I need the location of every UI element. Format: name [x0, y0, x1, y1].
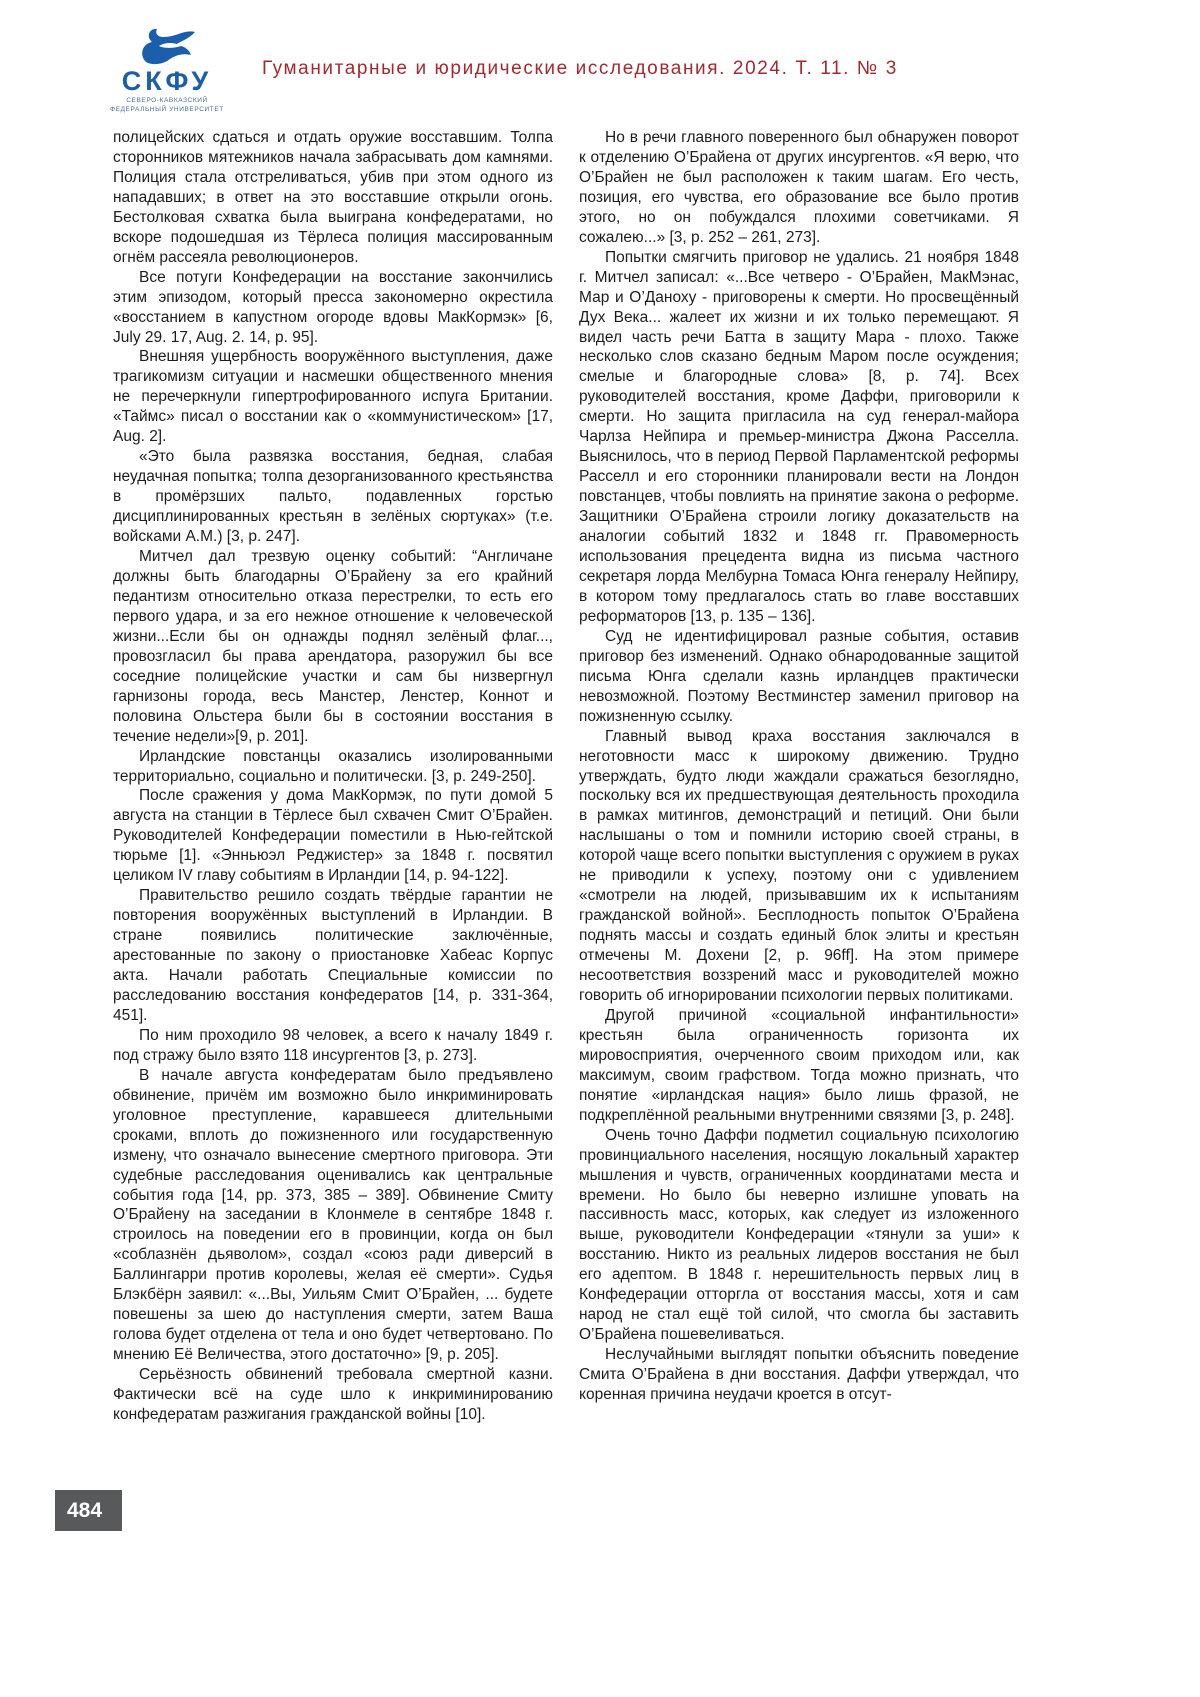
- body-paragraph: Главный вывод краха восстания заключался в неготовности масс к широкому движению. Трудно утверждать, будто люди жаждали сражаться безоглядно, поскольку вся их предшествующая деятельность проходила в рамках митингов, демонстраций и петиций. Они были наслышаны о том и помнили историю своей страны, в которой чаще всего попытки выступления с оружием в руках не приводили к успеху, поэтому они с удивлением «смотрели на людей, призывавшим их к испытаниям гражданской войной». Бесплодность попыток О’Брайена поднять массы и создать единый блок элиты и крестьян отмечены М. Дохени [2, р. 96ff]. На этом примере несоответствия воззрений масс и руководителей можно говорить об игнорировании психологии первых политиками.: [579, 727, 1019, 1004]
- page-number: 484: [55, 1490, 122, 1531]
- body-paragraph: Ирландские повстанцы оказались изолированными территориально, социально и политически. [3, р. 249-250].: [113, 747, 553, 785]
- body-paragraph: полицейских сдаться и отдать оружие восставшим. Толпа сторонников мятежников начала забрасывать дом камнями. Полиция стала отстреливаться, убив при этом одного из нападавших; в ответ на это восставшие открыли огонь. Бестолковая схватка была выиграна конфедератами, но вскоре подошедшая из Тёрлеса полиция массированным огнём рассеяла революционеров.: [113, 129, 553, 266]
- body-paragraph: По ним проходило 98 человек, а всего к началу 1849 г. под стражу было взято 118 инсургентов [3, р. 273].: [113, 1026, 553, 1064]
- body-paragraph: Правительство решило создать твёрдые гарантии не повторения вооружённых выступлений в Ирландии. В стране появились политические заключённые, арестованные по закону о приостановке Хабеас Корпус акта. Начали работать Специальные комиссии по расследованию восстания конфедератов [14, р. 331-364, 451].: [113, 887, 553, 1024]
- logo-caption-line1: СЕВЕРО-КАВКАЗСКИЙ: [126, 97, 208, 104]
- page-header: [108, 24, 898, 113]
- university-logo: [108, 24, 226, 113]
- body-paragraph: Неслучайными выглядят попытки объяснить поведение Смита О’Брайена в дни восстания. Даффи утверждал, что коренная причина неудачи кроется в отсут-: [579, 1346, 1019, 1404]
- body-paragraph: Митчел дал трезвую оценку событий: “Англичане должны быть благодарны О’Брайену за его крайний педантизм относительно отказа перестрелки, то есть его первого удара, и за его нежное отношение к человеческой жизни...Если бы он однажды поднял зелёный флаг..., провозгласил бы права арендатора, разоружил бы все соседние полицейские участки и сам бы низвергнул гарнизоны города, весь Манстер, Ленстер, Коннот и половина Ольстера были бы в состоянии восстания в течение недели»[9, р. 201].: [113, 548, 553, 745]
- right-column: [579, 128, 1019, 1425]
- swan-logo-icon: [137, 24, 197, 66]
- body-paragraph: После сражения у дома МакКормэк, по пути домой 5 августа на станции в Тёрлесе был схвачен Смит О’Брайен. Руководителей Конфедерации поместили в Нью-гейтской тюрьме [1]. «Энньюэл Реджистер» за 1848 г. посвятил целиком IV главу событиям в Ирландии [14, р. 94-122].: [113, 787, 553, 885]
- body-paragraph: Другой причиной «социальной инфантильности» крестьян была ограниченность горизонта их мировосприятия, очерченного своим приходом или, как максимум, своим графством. Тогда можно признать, что понятие «ирландская нация» было лишь фразой, не подкреплённой реальными внутренними связями [3, р. 248].: [579, 1006, 1019, 1124]
- logo-abbreviation: СКФУ: [121, 66, 213, 96]
- body-paragraph: «Это была развязка восстания, бедная, слабая неудачная попытка; толпа дезорганизованного крестьянства в промёрзших пальто, подавленных горстью дисциплинированных крестьян в зелёных сюртуках» (т.е. войсками А.М.) [3, р. 247].: [113, 448, 553, 546]
- logo-caption-line2: ФЕДЕРАЛЬНЫЙ УНИВЕРСИТЕТ: [110, 106, 224, 113]
- body-paragraph: Все потуги Конфедерации на восстание закончились этим эпизодом, который пресса закономерно окрестила «восстанием в капустном огороде вдовы МакКормэк» [6, July 29. 17, Aug. 2. 14, p. 95].: [113, 268, 553, 346]
- body-paragraph: Попытки смягчить приговор не удались. 21 ноября 1848 г. Митчел записал: «...Все четверо - О’Брайен, МакМэнас, Мар и О’Даноху - приговорены к смерти. Но просвещённый Дух Века... жалеет их жизни и их только перемещают. Я видел часть речи Батта в защиту Мара - плохо. Также несколько слов сказано бедным Маром после осуждения; смелые и благородные слова» [8, р. 74]. Всех руководителей восстания, кроме Даффи, приговорили к смерти. Но защита пригласила на суд генерал-майора Чарлза Нейпира и премьер-министра Джона Расселла. Выяснилось, что в период Первой Парламентской реформы Расселл и его сторонники планировали вести на Лондон повстанцев, чтобы повлиять на принятие закона о реформе. Защитники О’Брайена строили логику доказательств на аналогии событий 1832 и 1848 гг. Правомерность использования прецедента видна из письма частного секретаря лорда Мелбурна Томаса Юнга генералу Нейпиру, в котором тому предлагалось стать во главе восставших реформаторов [13, р. 135 – 136].: [579, 248, 1019, 625]
- body-paragraph: Очень точно Даффи подметил социальную психологию провинциального населения, носящую локальный характер мышления и чувств, ограниченных координатами места и времени. Но было бы неверно излишне уповать на пассивность масс, которых, как следует из изложенного выше, руководители Конфедерации «тянули за уши» к восстанию. Никто из реальных лидеров восстания не был его адептом. В 1848 г. нерешительность первых лиц в Конфедерации отторгла от восстания массы, хотя и сам народ не стал ещё той силой, что смогла бы заставить О’Брайена пошевеливаться.: [579, 1126, 1019, 1344]
- body-paragraph: Суд не идентифицировал разные события, оставив приговор без изменений. Однако обнародованные защитой письма Юнга сделали казнь ирландцев практически невозможной. Поэтому Вестминстер заменил приговор на пожизненную ссылку.: [579, 627, 1019, 725]
- body-paragraph: В начале августа конфедератам было предъявлено обвинение, причём им возможно было инкриминировать уголовное преступление, каравшееся длительными сроками, вплоть до пожизненного или государственную измену, что означало вынесение смертного приговора. Эти судебные расследования оценивались как центральные события года [14, рр. 373, 385 – 389]. Обвинение Смиту О’Брайену на заседании в Клонмеле в сентябре 1848 г. строилось на поведении его в провинции, когда он был «соблазнён дьяволом», создал «союз ради диверсий в Баллингарри против королевы, желая её смерти». Судья Блэкбёрн заявил: «...Вы, Уильям Смит О’Брайен, ... будете повешены за шею до наступления смерти, затем Ваша голова будет отделена от тела и оно будет четвертовано. По мнению Её Величества, этого достаточно» [9, р. 205].: [113, 1066, 553, 1364]
- journal-title: Гуманитарные и юридические исследования. 2024. Т. 11. № 3: [262, 57, 898, 79]
- body-paragraph: Серьёзность обвинений требовала смертной казни. Фактически всё на суде шло к инкриминированию конфедератам разжигания гражданской войны [10].: [113, 1366, 553, 1423]
- article-body: [113, 128, 1019, 1425]
- body-paragraph: Но в речи главного поверенного был обнаружен поворот к отделению О’Брайена от других инсургентов. «Я верю, что О’Брайен не был расположен к таким шагам. Его честь, позиция, его чувства, его образование все было против этого, но он побуждался плохими советчиками. Я сожалею...» [3, р. 252 – 261, 273].: [579, 129, 1019, 246]
- body-paragraph: Внешняя ущербность вооружённого выступления, даже трагикомизм ситуации и насмешки общественного мнения не перечеркнули гипертрофированного испуга Британии. «Таймс» писал о восстании как о «коммунистическом» [17, Aug. 2].: [113, 348, 553, 446]
- left-column: [113, 128, 553, 1425]
